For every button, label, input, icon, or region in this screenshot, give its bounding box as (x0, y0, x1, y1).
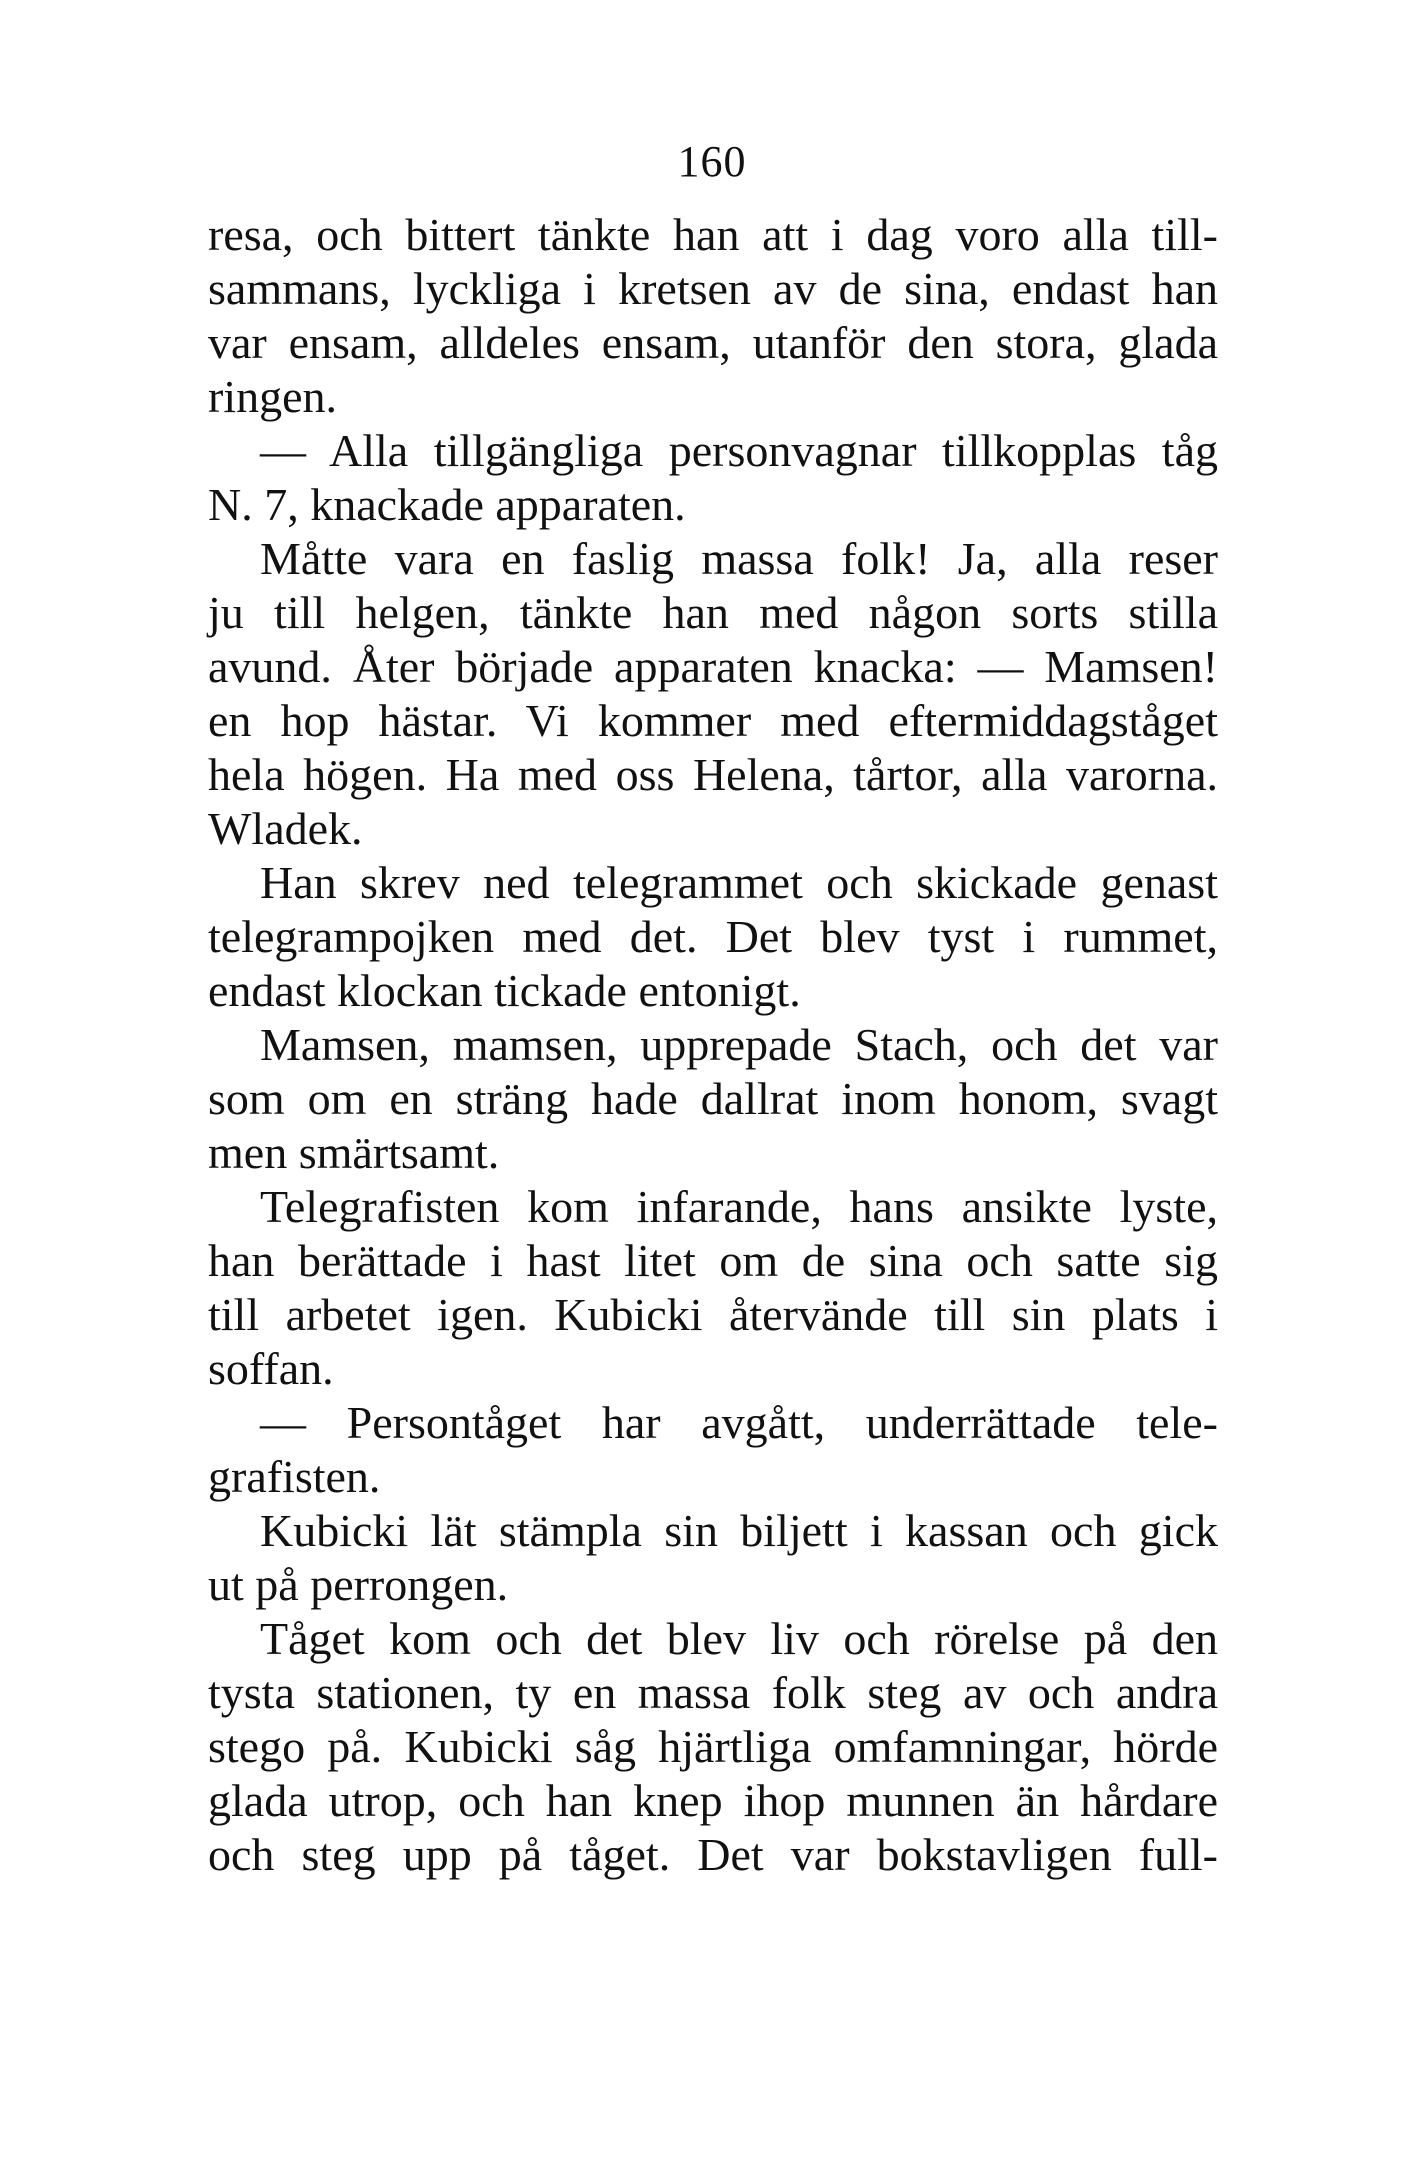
text-line: telegrampojken med det. Det blev tyst i rummet, (208, 911, 1218, 962)
text-line: N. 7, knackade apparaten. (208, 479, 686, 530)
text-line: avund. Åter började apparaten knacka: — Mamsen! (208, 641, 1218, 692)
text-line: och steg upp på tåget. Det var bokstavligen full- (208, 1829, 1218, 1880)
text-line: Måtte vara en faslig massa folk! Ja, alla reser (260, 533, 1218, 584)
text-line: Han skrev ned telegrammet och skickade genast (260, 857, 1218, 908)
text-line: glada utrop, och han knep ihop munnen än hårdare (208, 1775, 1218, 1826)
text-line: Mamsen, mamsen, upprepade Stach, och det var (260, 1019, 1218, 1070)
text-line: ju till helgen, tänkte han med någon sorts stilla (208, 587, 1218, 638)
text-line: Telegrafisten kom infarande, hans ansikte lyste, (260, 1181, 1218, 1232)
text-line: han berättade i hast litet om de sina och satte sig (208, 1235, 1218, 1286)
text-line: ut på perrongen. (208, 1559, 509, 1610)
text-line: grafisten. (208, 1451, 381, 1502)
text-line: ringen. (208, 371, 338, 422)
text-line: endast klockan tickade entonigt. (208, 965, 801, 1016)
text-line: sammans, lyckliga i kretsen av de sina, endast han (208, 263, 1218, 314)
text-line: Wladek. (208, 803, 363, 854)
text-line: men smärtsamt. (208, 1127, 500, 1178)
text-line: Kubicki lät stämpla sin biljett i kassan och gick (260, 1505, 1218, 1556)
text-line: Tåget kom och det blev liv och rörelse på den (260, 1613, 1218, 1664)
text-line: tysta stationen, ty en massa folk steg av och andra (208, 1667, 1218, 1718)
text-line: — Persontåget har avgått, underrättade tele- (260, 1397, 1218, 1448)
text-line: stego på. Kubicki såg hjärtliga omfamningar, hörde (208, 1721, 1218, 1772)
body-text (208, 208, 1218, 1882)
text-line: soffan. (208, 1343, 334, 1394)
text-line: till arbetet igen. Kubicki återvände till sin plats i (208, 1289, 1218, 1340)
page-number: 160 (677, 137, 747, 186)
text-line: hela högen. Ha med oss Helena, tårtor, alla varorna. (208, 749, 1218, 800)
text-line: en hop hästar. Vi kommer med eftermiddagståget (208, 695, 1218, 746)
text-line: var ensam, alldeles ensam, utanför den stora, glada (208, 317, 1218, 368)
text-line: som om en sträng hade dallrat inom honom, svagt (208, 1073, 1218, 1124)
text-line: resa, och bittert tänkte han att i dag voro alla till- (208, 209, 1218, 260)
text-line: — Alla tillgängliga personvagnar tillkopplas tåg (260, 425, 1218, 476)
